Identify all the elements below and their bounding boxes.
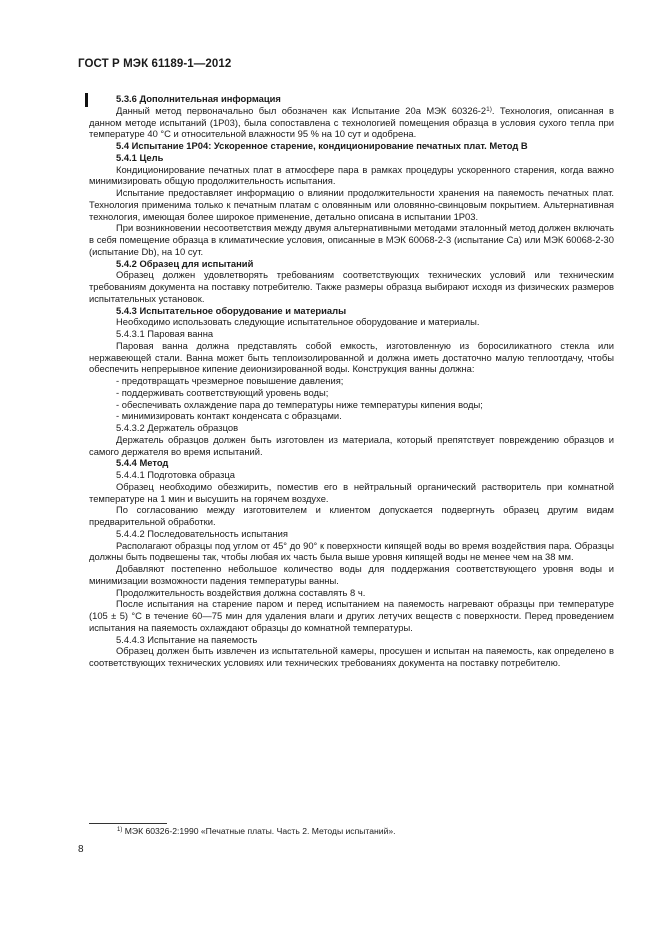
section-heading (89, 258, 614, 270)
paragraph-text: 5.3.6 Дополнительная информация (116, 93, 281, 104)
section-heading (89, 328, 614, 340)
page-number: 8 (78, 844, 84, 855)
paragraph-text: - предотвращать чрезмерное повышение давления; (116, 375, 344, 386)
paragraph-text: 5.4.4.3 Испытание на паяемость (116, 633, 258, 645)
paragraph (89, 164, 614, 188)
paragraph (89, 563, 614, 587)
paragraph-text: Необходимо использовать следующие испытательное оборудование и материалы. (116, 316, 480, 328)
paragraph (89, 387, 614, 399)
paragraph-text: Располагают образцы под углом от 45° до 90° к поверхности кипящей воды во время воздействия пара. Образцы должны быть подвешены так, чтобы любая их часть была выше уровня кипящей воды не менее чем на 38 мм. (89, 539, 614, 563)
section-heading (89, 93, 614, 105)
section-heading (89, 634, 614, 646)
footnote (117, 826, 396, 837)
paragraph (89, 504, 614, 528)
paragraph-text: 5.4 Испытание 1P04: Ускоренное старение, кондиционирование печатных плат. Метод В (116, 140, 528, 151)
paragraph-text: При возникновении несоответствия между двумя альтернативными методами эталонный метод должен включать в себя помещение образца в климатические условия, описанные в МЭК 60068-2-3 (испытание Са) или МЭК 60068-2-30 (испытание Db), на 10 сут. (89, 222, 614, 257)
paragraph (89, 187, 614, 222)
paragraph-text: Образец должен быть извлечен из испытательной камеры, просушен и испытан на паяемость, как определено в соответствующих технических условиях или технических требованиях документа на поставку потребителю. (89, 645, 614, 668)
paragraph (89, 269, 614, 304)
paragraph-text: Добавляют постепенно небольшое количество воды для поддержания соответствующего уровня воды и минимизации возможности падения температуры ванны. (89, 563, 614, 586)
footnote-mark: 1) (117, 827, 123, 833)
section-heading (89, 305, 614, 317)
paragraph-text: По согласованию между изготовителем и клиентом допускается подвергнуть образец другим видам предварительной обработки. (89, 504, 614, 527)
footnote-rule (89, 823, 167, 824)
paragraph-text: Образец необходимо обезжирить, поместив его в нейтральный органический растворитель при комнатной температуре на 1 мин и высушить на горячем воздухе. (89, 480, 614, 504)
paragraph (89, 598, 614, 633)
section-heading (89, 422, 614, 434)
paragraph-text: Испытание предоставляет информацию о влиянии продолжительности хранения на паяемость печатных плат. Технология применима только к печатным платам с оловянным или оловянно-свинцовым покрытием. Альтернативная технология, имеющая более широкое применение, детально описана в испытании 1P03. (89, 187, 614, 222)
paragraph-text: 5.4.3.2 Держатель образцов (116, 422, 239, 433)
page-header: ГОСТ Р МЭК 61189-1—2012 (78, 58, 232, 70)
paragraph (89, 222, 614, 257)
paragraph (89, 540, 614, 564)
paragraph-text: 5.4.4.2 Последовательность испытания (116, 527, 288, 539)
paragraph (89, 481, 614, 505)
change-bar (85, 93, 88, 107)
paragraph-text: 5.4.4 Метод (116, 457, 169, 469)
paragraph (89, 399, 614, 411)
paragraph-text-tail: . Технология, описанная в данном методе испытаний (1P03), была сопоставлена с технологией помещения образца в условия сухого тепла при температуре 40 °С и относительной влажности 95 % на 10 сут и одобрена. (89, 104, 614, 140)
footnote-ref: 1) (486, 105, 492, 113)
section-heading (89, 457, 614, 469)
paragraph (89, 105, 614, 140)
paragraph (89, 340, 614, 375)
paragraph (89, 434, 614, 458)
paragraph-text: Держатель образцов должен быть изготовлен из материала, который препятствует повреждению образцов и самого держателя во время испытаний. (89, 433, 614, 457)
section-heading (89, 152, 614, 164)
paragraph-text: 5.4.4.1 Подготовка образца (116, 469, 236, 480)
paragraph-text: - поддерживать соответствующий уровень воды; (116, 386, 329, 398)
paragraph (89, 410, 614, 422)
paragraph-text: 5.4.3 Испытательное оборудование и материалы (116, 304, 347, 316)
paragraph-text: 5.4.1 Цель (116, 151, 164, 163)
paragraph-text: Паровая ванна должна представлять собой емкость, изготовленную из боросиликатного стекла или нержавеющей стали. Ванна может быть теплоизолированной и должна иметь достаточно малую теплоотдачу, чтобы обеспечить непрерывное кипение деионизированной воды. Конструкция ванны должна: (89, 339, 614, 375)
section-heading (89, 140, 614, 152)
paragraph-text: Данный метод первоначально был обозначен как Испытание 20а МЭК 60326-2 (116, 104, 487, 116)
paragraph-text: Продолжительность воздействия должна составлять 8 ч. (116, 586, 366, 598)
document-body (89, 93, 614, 669)
paragraph-text: Кондиционирование печатных плат в атмосфере пара в рамках процедуры ускоренного старения, когда важно минимизировать общую продолжительность испытания. (89, 163, 614, 187)
footnote-text: МЭК 60326-2:1990 «Печатные платы. Часть 2. Методы испытаний». (124, 826, 396, 836)
paragraph-text: - обеспечивать охлаждение пара до температуры ниже температуры кипения воды; (116, 398, 483, 410)
section-heading (89, 469, 614, 481)
paragraph (89, 587, 614, 599)
section-heading (89, 528, 614, 540)
paragraph-text: 5.4.2 Образец для испытаний (116, 257, 254, 269)
paragraph-text: 5.4.3.1 Паровая ванна (116, 328, 214, 339)
paragraph (89, 375, 614, 387)
paragraph (89, 645, 614, 669)
paragraph-text: Образец должен удовлетворять требованиям соответствующих технических условий или техническим требованиям документа на поставку потребителю. Также размеры образца выбирают исходя из физических размеров испытательных установок. (89, 269, 614, 304)
paragraph-text: - минимизировать контакт конденсата с образцами. (116, 410, 342, 422)
paragraph-text: После испытания на старение паром и перед испытанием на паяемость нагревают образцы при температуре (105 ± 5) °С в течение 60—75 мин для удаления влаги и других летучих веществ с поверхности. Перед проведением испытания на паяемость охлаждают образцы до комнатной температуры. (89, 598, 614, 633)
paragraph (89, 316, 614, 328)
